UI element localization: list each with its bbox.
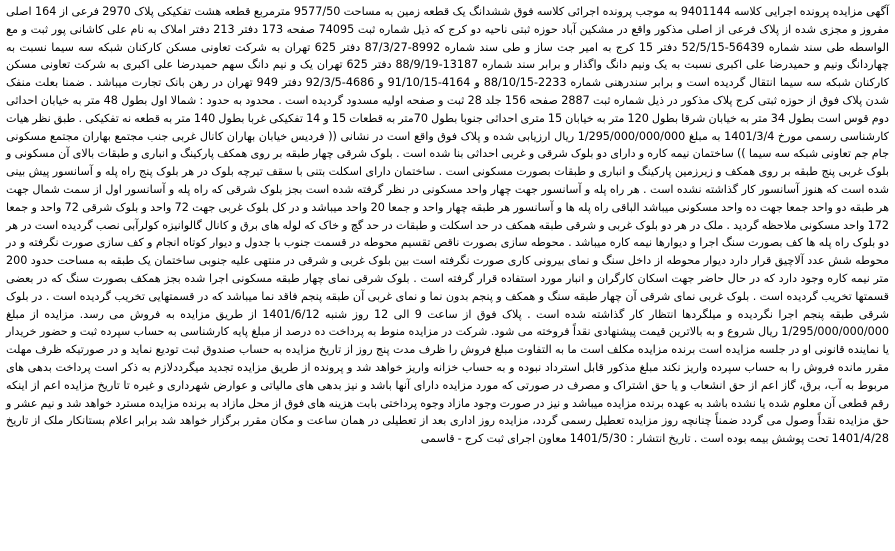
- auction-notice-text: آگهی مزایده پرونده اجرایی کلاسه 9401144 به موجب پرونده اجرائی کلاسه فوق ششدانگ یک قطعه زمین به مساحت 9577/50 مترمربع قطعه هشت تفکیکی پلاک 2970 فرعی از 164 اصلی مفروز و مجزی شده از پلاک فرعی از اصلی مذکور واقع در مشکین آباد حوزه ثبتی ناحیه دو کرج که ذیل شماره ثبت 74095 صفحه 173 دفتر 213 دفتر املاک به نام علی کاشانی پور ثبت و مع الواسطه طی سند شماره 56439-52/5/15 دفتر 15 کرج به امیر جت ساز و طی سند شماره 8992-87/3/27 دفتر 625 تهران به شرکت تعاونی مسکن کارکنان شبکه سه سیما نسبت به چهاردانگ ونیم و حمیدرضا علی اکبری نسبت به یک ونیم دانگ واگذار و برابر سند شماره 13187-88/9/19 دفتر 625 تهران یک و نیم دانگ سهم حمیدرضا علی اکبری به شرکت تعاونی مسکن کارکنان شبکه سه سیما انتقال گردیده است و برابر سندرهنی شماره 2233-88/10/15 و 4164-91/10/15 و 4686-92/3/5 دفتر 949 تهران در رهن بانک تجارت میباشد . ضمنا بعلت منفک شدن پلاک فوق از حوزه ثبتی کرج پلاک مذکور در ذیل شماره ثبت 2887 صفحه 156 جلد 28 ثبت و صفحه اولیه مسدود گردیده است . محدود به حدود : شمالا اول بطول 48 متر به خیابان احداثی دوم قوس است بطول 34 متر به خیابان شرقا بطول 120 متر به خیابان 15 متری احداثی جنوبا بطول 70متر به قطعات 15 و 14 تفکیکی غربا بطول 140 متر به قطعه نه تفکیکی . طبق نظر هیات کارشناسی رسمی مورخ 1401/3/4 به مبلغ 1/295/000/000/000 ریال ارزیابی شده و پلاک فوق واقع است در نشانی (( فردیس خیابان بهاران کانال غربی جنب مجتمع بهاران مجتمع مسکونی جام جم تعاونی شبکه سه سیما )) ساختمان نیمه کاره و دارای دو بلوک شرقی و غربی احداثی بنا شده است . بلوک شرقی چهار طبقه بر روی همکف پارکینگ و انباری و طبقات بالای آن مسکونی و بلوک غربی پنج طبقه بر روی همکف و زیرزمین پارکینگ و انباری و طبقات بصورت مسکونی است . ساختمان دارای اسکلت بتنی با سقف تیرچه بلوک در هر بلوک پنج راه پله و آسانسور پیش بینی شده است که هنوز آسانسور کار گذاشته نشده است . هر راه پله و آسانسور جهت چهار واحد مسکونی در نظر گرفته شده است بجز بلوک شرقی که راه پله و آسانسور اول از سمت شمال جهت هر طبقه دو واحد جمعا جهت ده واحد مسکونی میباشد الباقی راه پله ها و آسانسور هر طبقه چهار واحد و جمعا 20 واحد میباشد و در کل بلوک غربی جهت 72 واحد و بلوک شرقی 72 واحد و جمعا 172 واحد مسکونی ملاحظه گردید . ملک در هر دو بلوک غربی و شرقی طبقه همکف در حد اسکلت و طبقات در حد گچ و خاک که لوله های برق و کانال گالوانیزه کولرآبی نصب گردیده است در هر دو بلوک راه پله ها کف بصورت سنگ اجرا و دیوارها نیمه کاره میباشد . محوطه سازی بصورت ناقص تقسیم محوطه در قسمت جنوب با جدول و دیوار کوتاه انجام و کف سازی صورت نگرفته و در محوطه شش عدد آلاچیق قرار دارد دیوار محوطه از داخل سنگ و نمای بیرونی کاری صورت نگرفته است بین بلوک غربی و شرقی در منتهی علیه جنوبی ساختمان یک طبقه به مساحت حدود 200 متر نیمه کاره وجود دارد که در حال حاضر جهت اسکان کارگران و انبار مورد استفاده قرار گرفته است . بلوک شرقی نمای چهار طبقه مسکونی اجرا شده بجز همکف بصورت سنگ که در بعضی قسمتها تخریب گردیده است . بلوک غربی نمای شرقی آن چهار طبقه سنگ و همکف و پنجم بدون نما و نمای غربی آن طبقه پنجم فاقد نما میباشد که در قسمتهایی تخریب گردیده است . در بلوک شرقی طبقه پنجم اجرا نگردیده و میلگردها انتظار کار گذاشته شده است . پلاک فوق از ساعت 9 الی 12 روز شنبه 1401/6/12 از طریق مزایده به فروش می رسد. مزایده از مبلغ 1/295/000/000/000 ریال شروع و به بالاترین قیمت پیشنهادی نقداً فروخته می شود. شرکت در مزایده منوط به پرداخت ده درصد از مبلغ پایه کارشناسی به حساب سپرده ثبت و حضور خریدار یا نماینده قانونی او در جلسه مزایده است برنده مزایده مکلف است ما به التفاوت مبلغ فروش را ظرف مدت پنج روز از تاریخ مزایده به حساب صندوق ثبت تودیع نماید و در صورتیکه ظرف مهلت مقرر مانده فروش را به حساب سپرده واریز نکند مبلغ مذکور قابل استرداد نبوده و به حساب خزانه واریز خواهد شد و پرونده از طریق مزایده تجدید میگرددلازم به ذکر است پرداخت بدهی های مربوط به آب، برق، گاز اعم از حق انشعاب و یا حق اشتراک و مصرف در صورتی که مورد مزایده دارای آنها باشد و نیز بدهی های مالیاتی و عوارض شهرداری و غیره تا تاریخ مزایده اعم از اینکه رقم قطعی آن معلوم شده یا نشده باشد به عهده برنده مزایده میباشد و نیز در صورت وجود مازاد وجوه پرداختی بابت هزینه های فوق از محل مازاد به برنده مزایده مسترد خواهد شد و نیم عشر و حق مزایده نقداً وصول می گردد ضمناً چنانچه روز مزایده تعطیل رسمی گردد، مزایده روز اداری بعد از تعطیلی در همان ساعت و مکان مقرر برگزار خواهد شد برابر اعلام بستانکار ملک از تاریخ 1401/4/28 تحت پوشش بیمه بوده است . تاریخ انتشار : 1401/5/30 معاون اجرای ثبت کرج - قاسمی: [6, 5, 890, 446]
